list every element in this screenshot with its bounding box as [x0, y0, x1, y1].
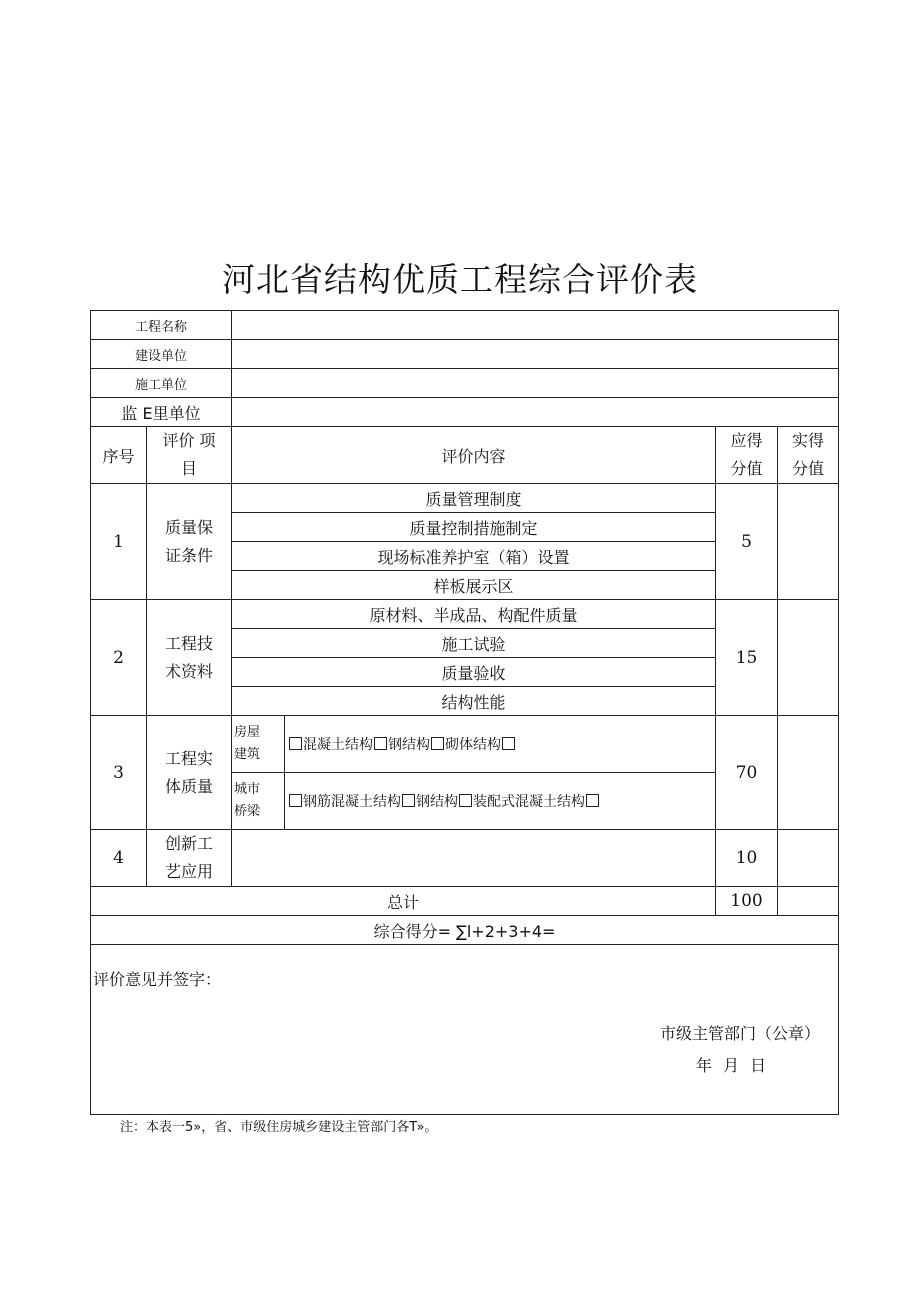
- header-item: 评价 项 目: [147, 427, 232, 484]
- row-content: 质量验收: [232, 658, 716, 687]
- row-content: 样板展示区: [232, 571, 716, 600]
- subrow-label: 城市 桥梁: [232, 773, 285, 830]
- table-header-row: [91, 427, 839, 484]
- total-row: [91, 887, 839, 916]
- row-actual-score-field[interactable]: [778, 716, 839, 830]
- row-content: 现场标准养护室（箱）设置: [232, 542, 716, 571]
- dept-seal-label: 市级主管部门（公章）: [660, 1024, 821, 1043]
- opinion-label: 评价意见并签字：: [93, 970, 222, 989]
- row-due-score: 5: [716, 484, 778, 600]
- footnote: 注：本表一5»，省、市级住房城乡建设主管部门各T»。: [120, 1120, 438, 1135]
- info-row-builder: [91, 340, 839, 369]
- row-due-score: 70: [716, 716, 778, 830]
- row-seq: 1: [91, 484, 147, 600]
- header-actual-score: 实得 分值: [778, 427, 839, 484]
- checkbox[interactable]: [402, 794, 415, 807]
- row-content-field[interactable]: [232, 830, 716, 887]
- date-label: 年 月 日: [696, 1056, 767, 1075]
- row-content: 质量控制措施制定: [232, 513, 716, 542]
- row-due-score: 10: [716, 830, 778, 887]
- row-actual-score-field[interactable]: [778, 600, 839, 716]
- info-value-field[interactable]: [232, 369, 839, 398]
- row-due-score: 15: [716, 600, 778, 716]
- row-item: 工程技 术资料: [147, 600, 232, 716]
- checkbox[interactable]: [374, 737, 387, 750]
- evaluation-table: [90, 310, 839, 1115]
- structure-options: 混凝土结构 钢结构 砌体结构: [285, 716, 716, 773]
- checkbox[interactable]: [431, 737, 444, 750]
- subrow-label: 房屋 建筑: [232, 716, 285, 773]
- opinion-box[interactable]: [91, 945, 839, 1115]
- checkbox[interactable]: [459, 794, 472, 807]
- row-item: 工程实 体质量: [147, 716, 232, 830]
- info-value-field[interactable]: [232, 311, 839, 340]
- checkbox[interactable]: [586, 794, 599, 807]
- row-actual-score-field[interactable]: [778, 484, 839, 600]
- composite-score-formula: 综合得分= ∑l+2+3+4=: [91, 916, 839, 945]
- total-label: 总计: [91, 887, 716, 916]
- page-title: 河北省结构优质工程综合评价表: [222, 260, 698, 299]
- checkbox[interactable]: [289, 794, 302, 807]
- table-row: [91, 716, 839, 773]
- checkbox[interactable]: [289, 737, 302, 750]
- row-content: 施工试验: [232, 629, 716, 658]
- table-row: [91, 484, 839, 513]
- row-seq: 4: [91, 830, 147, 887]
- info-row-contractor: [91, 369, 839, 398]
- table-row: [91, 600, 839, 629]
- info-value-field[interactable]: [232, 398, 839, 427]
- info-row-supervisor: [91, 398, 839, 427]
- info-row-project-name: [91, 311, 839, 340]
- row-content: 原材料、半成品、构配件质量: [232, 600, 716, 629]
- row-content: 结构性能: [232, 687, 716, 716]
- checkbox[interactable]: [502, 737, 515, 750]
- row-seq: 3: [91, 716, 147, 830]
- total-actual-score-field[interactable]: [778, 887, 839, 916]
- header-seq: 序号: [91, 427, 147, 484]
- table-row: [91, 830, 839, 887]
- header-due-score: 应得 分值: [716, 427, 778, 484]
- header-content: 评价内容: [232, 427, 716, 484]
- info-label: 工程名称: [91, 311, 232, 340]
- row-content: 质量管理制度: [232, 484, 716, 513]
- info-label: 监 E里单位: [91, 398, 232, 427]
- total-due-score: 100: [716, 887, 778, 916]
- row-item: 质量保 证条件: [147, 484, 232, 600]
- opinion-row: [91, 945, 839, 1115]
- structure-options: 钢筋混凝土结构 钢结构 装配式混凝土结构: [285, 773, 716, 830]
- row-item: 创新工 艺应用: [147, 830, 232, 887]
- row-seq: 2: [91, 600, 147, 716]
- composite-row: [91, 916, 839, 945]
- info-label: 施工单位: [91, 369, 232, 398]
- info-value-field[interactable]: [232, 340, 839, 369]
- row-actual-score-field[interactable]: [778, 830, 839, 887]
- info-label: 建设单位: [91, 340, 232, 369]
